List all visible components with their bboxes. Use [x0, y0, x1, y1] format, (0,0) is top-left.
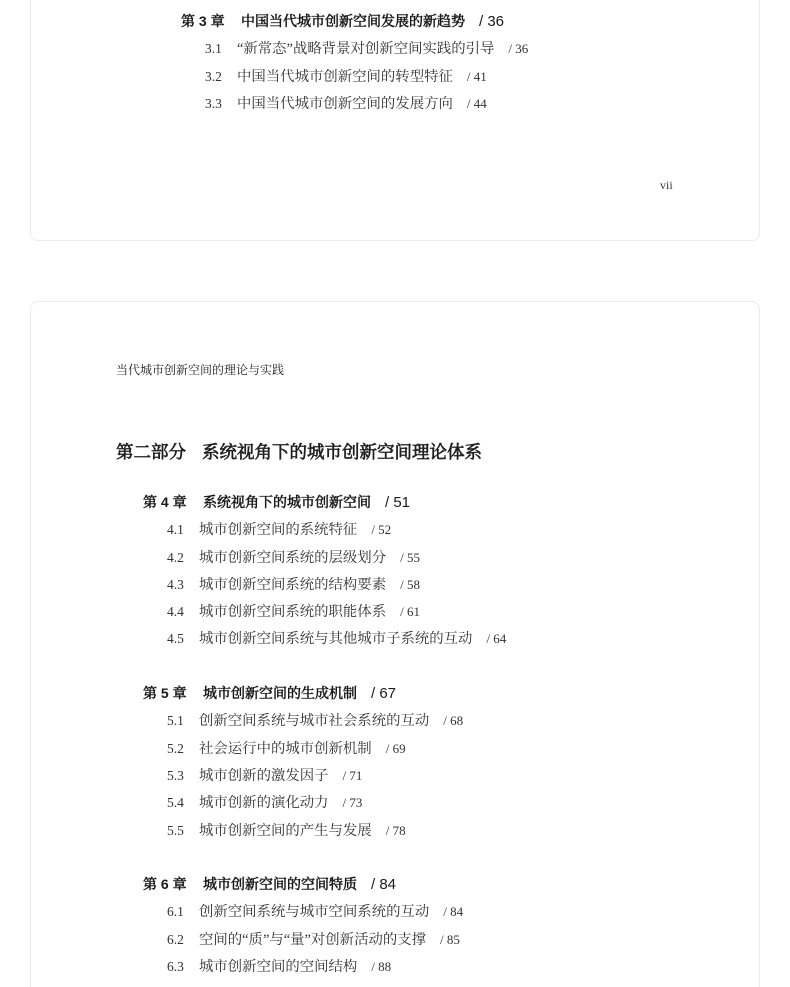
section-number: 4.1: [167, 522, 184, 538]
toc-section-entry: [181, 35, 528, 62]
chapter-number: 第 5 章: [143, 685, 187, 702]
section-page-number: / 52: [371, 522, 392, 538]
toc-section-entry: [143, 926, 506, 953]
section-page-number: / 44: [466, 95, 487, 111]
chapter-heading: [143, 680, 506, 707]
toc-section-entry: [143, 598, 506, 625]
section-title: 中国当代城市创新空间的转型特征: [237, 68, 453, 85]
section-page-number: / 58: [400, 576, 420, 592]
toc-chapter: [143, 489, 506, 653]
chapter-title: 城市创新空间的空间特质: [203, 876, 357, 893]
section-title: 城市创新的演化动力: [199, 795, 329, 812]
section-page-number: / 69: [385, 740, 406, 756]
section-number: 6.2: [167, 931, 184, 947]
part-title: 系统视角下的城市创新空间理论体系: [202, 442, 482, 462]
section-title: 城市创新空间系统的层级划分: [199, 549, 387, 566]
section-title: 创新空间系统与城市空间系统的互动: [199, 904, 430, 921]
page-number: vii: [660, 178, 673, 192]
chapter-page-number: / 84: [371, 876, 397, 894]
section-number: 4.3: [167, 576, 184, 592]
table-of-contents: [143, 489, 506, 980]
section-number: 4.5: [167, 631, 184, 647]
toc-section-entry: [143, 707, 506, 734]
chapter-title: 中国当代城市创新空间发展的新趋势: [241, 13, 465, 29]
chapter-page-number: / 51: [385, 494, 411, 511]
section-number: 5.2: [167, 740, 184, 756]
section-title: 城市创新空间的空间结构: [199, 959, 358, 976]
toc-section-entry: [143, 762, 506, 789]
toc-section-entry: [143, 571, 506, 598]
section-number: 4.4: [167, 604, 184, 620]
chapter-number: 第 6 章: [143, 876, 187, 893]
toc-chapter: [181, 8, 528, 117]
section-title: 城市创新空间的系统特征: [199, 522, 358, 539]
chapter-heading: [143, 871, 506, 898]
section-title: 创新空间系统与城市社会系统的互动: [199, 713, 430, 730]
section-page-number: / 84: [443, 904, 464, 920]
section-page-number: / 71: [342, 767, 363, 783]
chapter-number: 第 4 章: [143, 494, 187, 510]
part-heading: [116, 439, 482, 465]
section-title: 中国当代城市创新空间的发展方向: [237, 95, 453, 112]
section-page-number: / 55: [400, 549, 420, 565]
toc-section-entry: [143, 516, 506, 543]
chapter-page-number: / 36: [479, 13, 505, 30]
section-title: 社会运行中的城市创新机制: [199, 740, 372, 757]
section-page-number: / 68: [443, 713, 464, 729]
chapter-number: 第 3 章: [181, 13, 225, 29]
chapter-title: 系统视角下的城市创新空间: [203, 494, 371, 510]
section-number: 3.3: [205, 95, 222, 111]
section-page-number: / 61: [400, 604, 420, 620]
section-page-number: / 85: [440, 931, 460, 947]
toc-chapter: [143, 871, 506, 980]
chapter-title: 城市创新空间的生成机制: [203, 685, 357, 702]
section-title: 城市创新空间系统与其他城市子系统的互动: [199, 631, 473, 648]
section-title: 城市创新空间的产生与发展: [199, 822, 372, 839]
table-of-contents: [181, 8, 528, 117]
toc-section-entry: [143, 789, 506, 816]
part-label: 第二部分: [116, 442, 186, 462]
section-number: 5.1: [167, 713, 184, 729]
toc-section-entry: [143, 625, 506, 652]
section-number: 4.2: [167, 549, 184, 565]
document-page-vii: [30, 0, 760, 241]
chapter-heading: [143, 489, 506, 516]
running-header: 当代城市创新空间的理论与实践: [116, 363, 285, 377]
toc-section-entry: [143, 898, 506, 925]
toc-section-entry: [143, 953, 506, 980]
section-title: 城市创新的激发因子: [199, 767, 329, 784]
section-title: 城市创新空间系统的结构要素: [199, 576, 387, 593]
section-number: 6.3: [167, 959, 184, 975]
section-page-number: / 73: [342, 795, 363, 811]
section-page-number: / 36: [508, 41, 529, 57]
toc-section-entry: [143, 817, 506, 844]
section-page-number: / 41: [466, 68, 487, 84]
document-page: [30, 301, 760, 987]
chapter-page-number: / 67: [371, 685, 397, 703]
toc-section-entry: [181, 90, 528, 117]
toc-section-entry: [181, 63, 528, 90]
section-page-number: / 78: [385, 822, 406, 838]
section-number: 3.1: [205, 41, 222, 57]
section-number: 3.2: [205, 68, 222, 84]
section-title: “新常态”战略背景对创新空间实践的引导: [237, 41, 495, 58]
section-title: 空间的“质”与“量”对创新活动的支撑: [199, 931, 427, 948]
toc-chapter: [143, 680, 506, 844]
toc-section-entry: [143, 544, 506, 571]
section-title: 城市创新空间系统的职能体系: [199, 604, 387, 621]
section-number: 5.4: [167, 795, 184, 811]
section-number: 5.5: [167, 822, 184, 838]
section-page-number: / 88: [371, 959, 392, 975]
section-page-number: / 64: [486, 631, 507, 647]
toc-section-entry: [143, 735, 506, 762]
section-number: 5.3: [167, 767, 184, 783]
section-number: 6.1: [167, 904, 184, 920]
chapter-heading: [181, 8, 528, 35]
